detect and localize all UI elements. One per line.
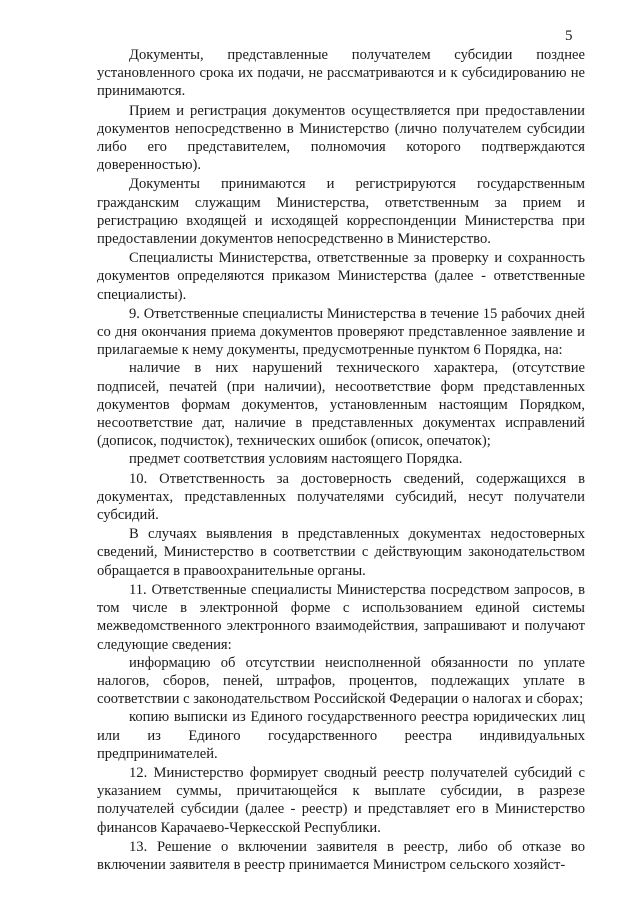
paragraph: 10. Ответственность за достоверность сведений, содержащихся в документах, представленных получателями субсидий, несут получатели субсидий. [97, 470, 585, 524]
page-number: 5 [565, 28, 573, 44]
paragraph: В случаях выявления в представленных документах недостоверных сведений, Министерство в соответствии с действующим законодательством обращается в правоохранительные органы. [97, 526, 585, 579]
paragraph: Прием и регистрация документов осуществляется при предоставлении документов непосредственно в Министерство (лично получателем субсидии либо его представителем, полномочия которого подтверждаются доверенностью). [97, 102, 585, 174]
paragraph: предмет соответствия условиям настоящего Порядка. [129, 451, 463, 468]
paragraph: Специалисты Министерства, ответственные за проверку и сохранность документов определяются приказом Министерства (далее - ответственные специалисты). [97, 250, 585, 303]
paragraph: 13. Решение о включении заявителя в реестр, либо об отказе во включении заявителя в реестр принимается Министром сельского хозяйст- [97, 838, 585, 873]
paragraph: 11. Ответственные специалисты Министерства посредством запросов, в том числе в электронной форме с использованием единой системы межведомственного электронного взаимодействия, запрашивают и получают следующие сведения: [97, 581, 585, 653]
paragraph: Документы принимаются и регистрируются государственным гражданским служащим Министерства, ответственным за прием и регистрацию входящей и исходящей корреспонденции Министерства при предоставлении документов непосредственно в Министерство. [97, 176, 585, 248]
paragraph: 12. Министерство формирует сводный реестр получателей субсидий с указанием суммы, причитающейся к выплате субсидии, в разрезе получателей субсидии (далее - реестр) и представляет его в Министерство финансов Карачаево-Черкесской Республики. [97, 764, 585, 836]
paragraph: Документы, представленные получателем субсидии позднее установленного срока их подачи, не рассматриваются и к субсидированию не принимаются. [97, 47, 585, 100]
document-body [97, 46, 585, 874]
paragraph: информацию об отсутствии неисполненной обязанности по уплате налогов, сборов, пеней, штрафов, процентов, подлежащих уплате в соответствии с законодательством Российской Федерации о налогах и сборах; [97, 654, 585, 708]
paragraph: 9. Ответственные специалисты Министерства в течение 15 рабочих дней со дня окончания приема документов проверяют представленное заявление и прилагаемые к нему документы, предусмотренные пунктом 6 Порядка, на: [97, 305, 585, 359]
paragraph: копию выписки из Единого государственного реестра юридических лиц или из Единого государственного реестра индивидуальных предпринимателей. [97, 709, 585, 762]
paragraph: наличие в них нарушений технического характера, (отсутствие подписей, печатей (при наличии), несоответствие форм представленных документов формам документов, установленным настоящим Порядком, несоответствие дат, наличие в представленных документах исправлений (дописок, подчисток), технических ошибок (описок, опечаток); [97, 360, 585, 450]
